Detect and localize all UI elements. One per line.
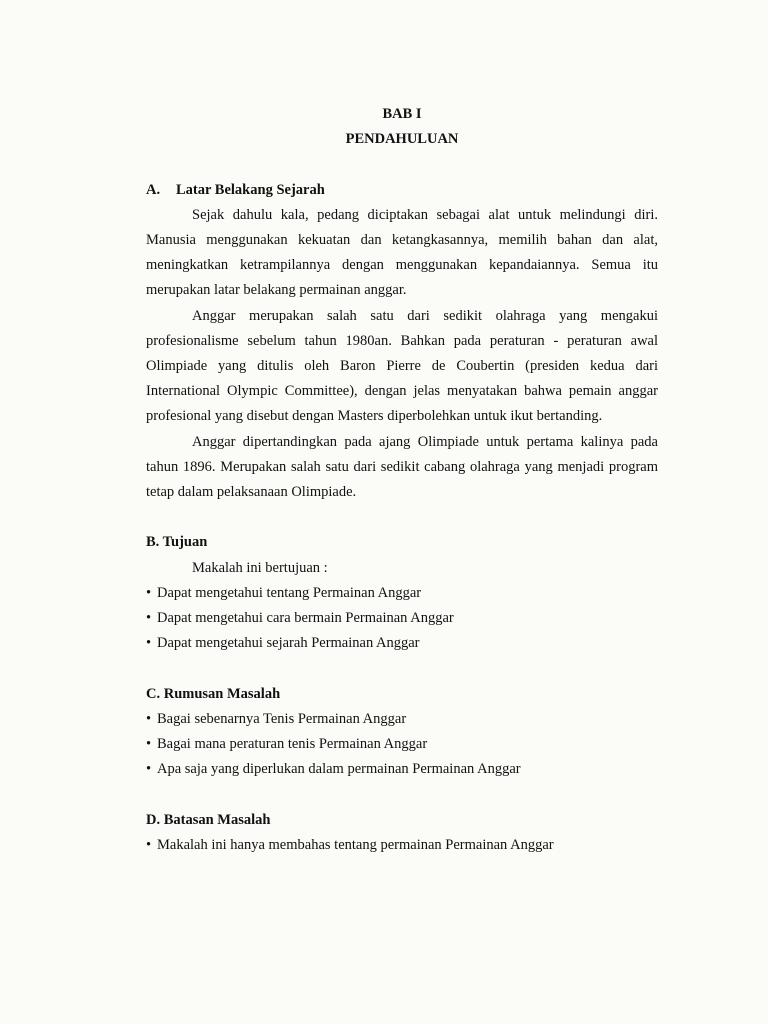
list-item — [146, 833, 658, 858]
list-item — [146, 732, 658, 757]
document-page — [146, 102, 658, 858]
section-d-heading: D. Batasan Masalah — [146, 811, 271, 828]
list-item-text: Dapat mengetahui cara bermain Permainan Anggar — [157, 610, 454, 627]
list-item — [146, 757, 658, 782]
list-item — [146, 606, 658, 631]
spacer — [146, 152, 658, 177]
spacer — [146, 782, 658, 807]
list-item — [146, 581, 658, 606]
section-a-paragraph-3: Anggar dipertandingkan pada ajang Olimpiade untuk pertama kalinya pada tahun 1896. Merupakan salah satu dari sedikit cabang olahraga yang menjadi program tetap dalam pelaksanaan Olimpiade. — [146, 433, 658, 501]
bullet-icon: • — [146, 736, 152, 753]
bullet-icon: • — [146, 610, 152, 627]
bullet-icon: • — [146, 584, 152, 601]
list-item-text: Apa saja yang diperlukan dalam permainan Permainan Anggar — [157, 761, 521, 778]
section-c-heading: C. Rumusan Masalah — [146, 685, 281, 702]
list-item — [146, 631, 658, 656]
section-a-title: Latar Belakang Sejarah — [176, 181, 325, 198]
list-item-text: Makalah ini hanya membahas tentang permainan Permainan Anggar — [157, 836, 554, 853]
chapter-title: PENDAHULUAN — [345, 131, 459, 148]
list-item-text: Bagai mana peraturan tenis Permainan Anggar — [157, 736, 428, 753]
section-b-list — [146, 581, 658, 657]
list-item-text: Dapat mengetahui sejarah Permainan Anggar — [157, 635, 420, 652]
spacer — [146, 656, 658, 681]
section-a-label: A. — [146, 181, 161, 198]
section-b-intro: Makalah ini bertujuan : — [192, 559, 328, 576]
section-c-list — [146, 707, 658, 783]
section-a-heading — [146, 178, 658, 203]
list-item-text: Dapat mengetahui tentang Permainan Anggar — [157, 584, 422, 601]
list-item-text: Bagai sebenarnya Tenis Permainan Anggar — [157, 710, 407, 727]
chapter-number: BAB I — [382, 106, 422, 122]
spacer — [146, 505, 658, 530]
section-b-heading: B. Tujuan — [146, 534, 208, 551]
bullet-icon: • — [146, 710, 152, 727]
list-item — [146, 707, 658, 732]
section-d-list — [146, 833, 658, 858]
section-a-paragraph-1: Sejak dahulu kala, pedang diciptakan sebagai alat untuk melindungi diri. Manusia menggunakan kekuatan dan ketangkasannya, memilih bahan dan alat, meningkatkan ketrampilannya dengan menggunakan kepandaiannya. Semua itu merupakan latar belakang permainan anggar. — [146, 206, 658, 299]
bullet-icon: • — [146, 635, 152, 652]
bullet-icon: • — [146, 761, 152, 778]
section-a-paragraph-2: Anggar merupakan salah satu dari sedikit olahraga yang mengakui profesionalisme sebelum tahun 1980an. Bahkan pada peraturan - peraturan awal Olimpiade yang ditulis oleh Baron Pierre de Coubertin (presiden kedua dari International Olympic Committee), dengan jelas menyatakan bahwa pemain anggar profesional yang disebut dengan Masters diperbolehkan untuk ikut bertanding. — [146, 307, 658, 425]
bullet-icon: • — [146, 836, 152, 853]
